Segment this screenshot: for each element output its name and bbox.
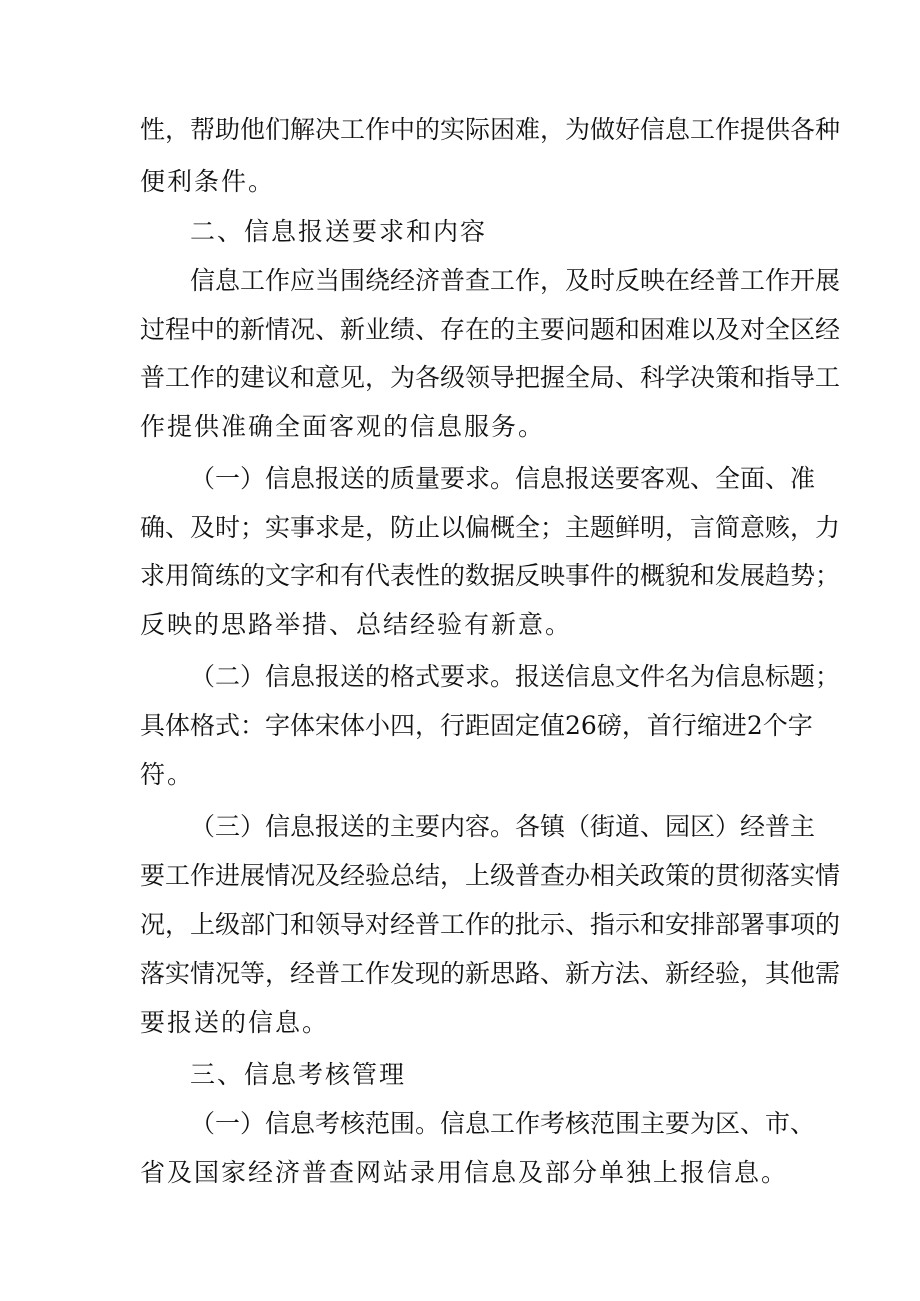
text-line-16: 要工作进展情况及经验总结，上级普查办相关政策的贯彻落实情 [140,861,841,890]
section-heading-2: 二、信息报送要求和内容 [190,217,488,246]
text-line-9: 确、及时；实事求是，防止以偏概全；主题鲜明，言简意赅，力 [140,513,841,542]
text-line-5: 过程中的新情况、新业绩、存在的主要问题和困难以及对全区经 [140,315,841,344]
section-heading-3: 三、信息考核管理 [190,1060,407,1089]
text-line-15: （三）信息报送的主要内容。各镇（街道、园区）经普主 [190,812,816,841]
text-line-14: 符。 [140,760,195,789]
text-line-21: （一）信息考核范围。信息工作考核范围主要为区、市、 [190,1109,816,1138]
text-line-4: 信息工作应当围绕经济普查工作，及时反映在经普工作开展 [190,266,841,295]
text-line-2: 便利条件。 [140,167,276,196]
text-line-10: 求用简练的文字和有代表性的数据反映事件的概貌和发展趋势； [140,561,841,590]
text-line-13: 具体格式：字体宋体小四，行距固定值26磅，首行缩进2个字 [140,711,813,740]
text-line-19: 要报送的信息。 [140,1008,330,1037]
text-line-11: 反映的思路举措、总结经验有新意。 [140,610,573,639]
text-line-12: （二）信息报送的格式要求。报送信息文件名为信息标题； [190,662,841,691]
text-line-8: （一）信息报送的质量要求。信息报送要客观、全面、准 [190,464,816,493]
text-line-1: 性，帮助他们解决工作中的实际困难，为做好信息工作提供各种 [140,115,841,144]
text-line-22: 省及国家经济普查网站录用信息及部分单独上报信息。 [140,1158,789,1187]
text-line-6: 普工作的建议和意见，为各级领导把握全局、科学决策和指导工 [140,363,841,392]
text-line-7: 作提供准确全面客观的信息服务。 [140,412,546,441]
text-line-18: 落实情况等，经普工作发现的新思路、新方法、新经验，其他需 [140,959,841,988]
text-line-17: 况，上级部门和领导对经普工作的批示、指示和安排部署事项的 [140,910,841,939]
